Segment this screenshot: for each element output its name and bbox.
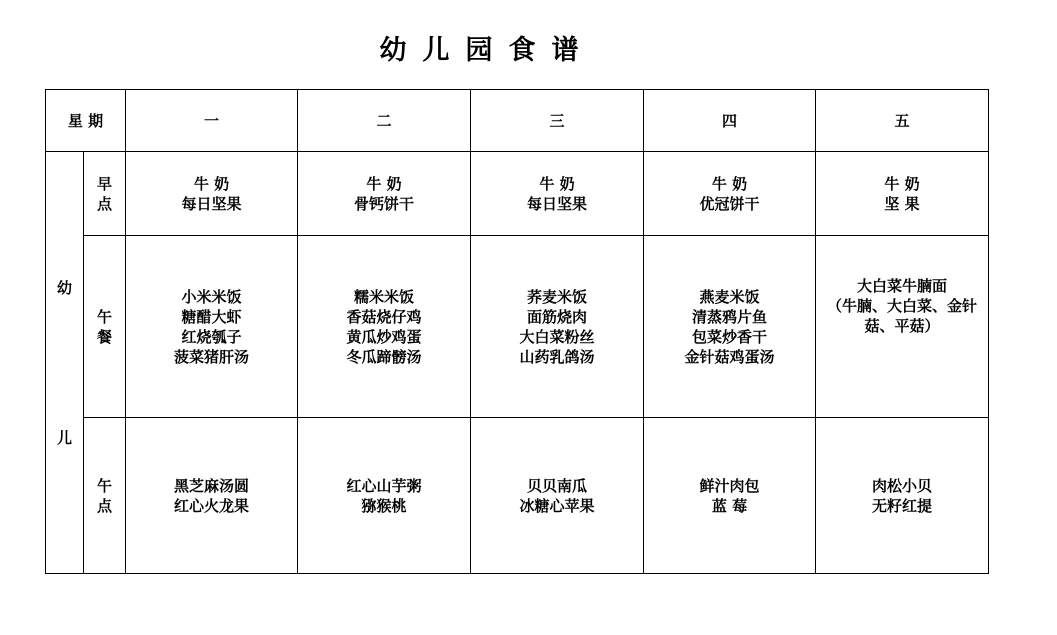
menu-item: 菇、平菇） [864,317,940,335]
menu-item: 面筋烧肉 [526,307,587,326]
meal-name-char: 餐 [96,327,112,346]
day-header: 二 [298,90,471,152]
menu-item: 肉松小贝 [871,476,932,495]
menu-item: 山药乳鸽汤 [519,347,595,366]
menu-cell [816,236,989,418]
menu-item: 猕猴桃 [361,496,407,515]
menu-cell [471,418,644,574]
menu-cell [126,152,298,236]
menu-item: 每日坚果 [526,194,587,213]
weekday-label: 星 期 [46,90,126,152]
day-header: 三 [471,90,644,152]
menu-item: 蓝 莓 [711,496,748,515]
header-row [46,90,989,152]
meal-name [84,152,126,236]
menu-item: 牛 奶 [193,174,230,193]
day-header: 四 [644,90,816,152]
menu-table [45,89,989,574]
meal-row-afternoon-snack [46,418,989,574]
group-label [46,152,84,574]
meal-name-char: 午 [96,476,112,495]
menu-item: 糯米米饭 [353,287,414,306]
menu-item: 鲜汁肉包 [699,476,760,495]
menu-item: 优冠饼干 [699,194,760,213]
menu-item: 坚 果 [884,194,920,213]
menu-item: 黄瓜炒鸡蛋 [346,327,422,346]
meal-row-morning-snack [46,152,989,236]
menu-item: 牛 奶 [539,174,575,193]
menu-cell [298,152,471,236]
menu-cell [644,236,816,418]
meal-row-lunch [46,236,989,418]
menu-cell [126,236,298,418]
menu-cell [816,152,989,236]
menu-item: 香菇烧仔鸡 [346,307,422,326]
menu-item: 黑芝麻汤圆 [173,476,249,495]
menu-item: 糖醋大虾 [181,307,242,326]
menu-cell [644,418,816,574]
meal-name [84,236,126,418]
menu-item: 燕麦米饭 [699,287,760,306]
menu-item: 贝贝南瓜 [526,476,587,495]
group-label-char: 幼 [56,278,72,297]
group-label-char: 儿 [56,428,72,447]
meal-name-char: 午 [96,307,112,326]
menu-item: 大白菜粉丝 [519,327,595,346]
page-title: 幼儿园食谱 [379,35,595,66]
menu-item: 冰糖心苹果 [519,496,595,515]
menu-cell [471,236,644,418]
menu-item: 包菜炒香干 [691,327,767,346]
menu-item: 冬瓜蹄髈汤 [346,347,422,366]
menu-cell [298,418,471,574]
day-header: 五 [816,90,989,152]
menu-item: 小米米饭 [181,287,242,306]
meal-name-char: 早 [96,174,112,193]
menu-item: 牛 奶 [884,174,920,193]
meal-name [84,418,126,574]
menu-cell [471,152,644,236]
menu-item: 红心山芋粥 [346,476,422,495]
menu-cell [298,236,471,418]
menu-item: 红烧瓠子 [181,327,242,346]
menu-item: 牛 奶 [711,174,748,193]
menu-item: 每日坚果 [181,194,242,213]
meal-name-char: 点 [96,496,112,515]
menu-cell [644,152,816,236]
meal-name-char: 点 [96,194,112,213]
menu-item: （牛腩、大白菜、金针 [826,297,977,315]
menu-item: 金针菇鸡蛋汤 [684,347,775,366]
menu-item: 荞麦米饭 [526,287,587,306]
menu-item: 骨钙饼干 [353,194,414,213]
menu-item: 红心火龙果 [173,496,249,515]
menu-item: 牛 奶 [366,174,402,193]
menu-item: 无籽红提 [871,496,932,515]
menu-item: 大白菜牛腩面 [856,277,947,295]
menu-cell [816,418,989,574]
menu-item: 菠菜猪肝汤 [173,347,249,366]
day-header: 一 [126,90,298,152]
menu-item: 清蒸鸦片鱼 [691,307,767,326]
menu-cell [126,418,298,574]
